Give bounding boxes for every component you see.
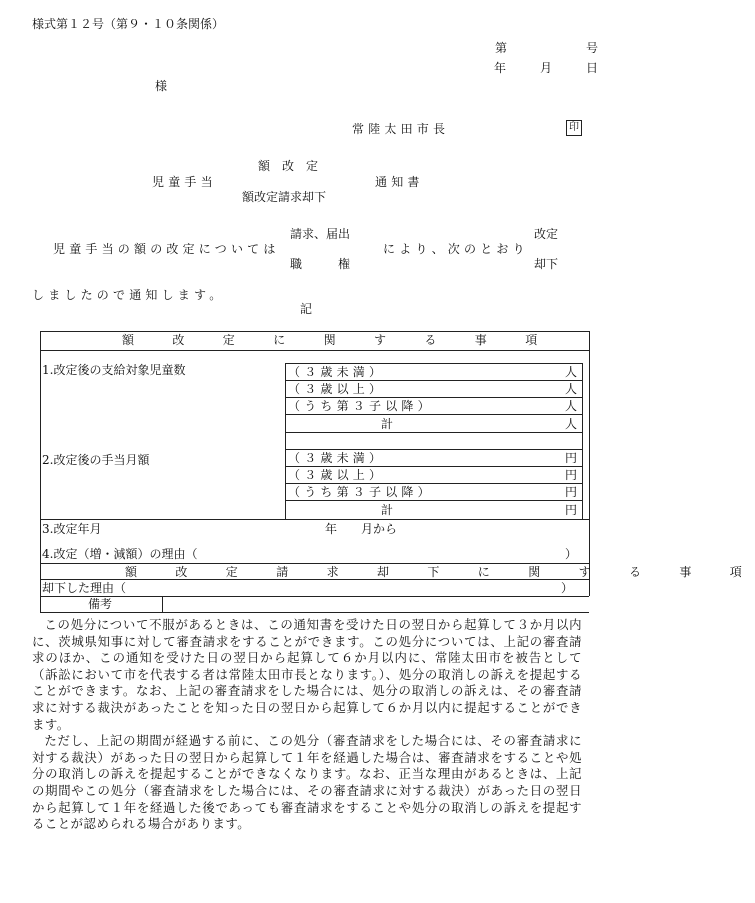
seal-icon: 印 (566, 120, 582, 136)
notice-paragraph: ただし、上記の期間が経過する前に、この処分（審査請求をした場合には、その審査請求に対する裁決）があった日の翌日から起算して１年を経過した場合は、審査請求をすることや処分の取消しの訴えを提起することができなくなります。なお、正当な理由があるときは、上記の期間やこの処分（審査請求をした場合には、その審査請求に対する裁決）があった日の翌日から起算して１年を経過した後であっても審査請求をすることや処分の取消しの訴えを提起することが認められる場合があります。 (32, 733, 582, 832)
allowance-unit: 円 (565, 451, 578, 465)
allowance-total-label: 計 (381, 503, 394, 517)
children-unit: 人 (565, 365, 578, 379)
allowance-unit: 円 (565, 468, 578, 482)
item3-value: 年 月から (325, 522, 398, 536)
ki-heading: 記 (300, 302, 313, 316)
intro-option-authority: 職 権 (290, 257, 351, 271)
date-year: 年 (494, 61, 507, 75)
form-number: 様式第１２号（第９・１０条関係） (32, 17, 225, 31)
intro-option-reject: 却下 (534, 257, 559, 271)
children-unit: 人 (565, 399, 578, 413)
doc-number-prefix: 第 (495, 41, 508, 55)
addressee-suffix: 様 (155, 79, 168, 93)
allowance-under3-label: （３歳未満） (288, 451, 386, 465)
allowance-unit: 円 (565, 503, 578, 517)
section2-title: 額 改 定 請 求 却 下 に 関 す る 事 項 (125, 565, 755, 579)
item4-close: ） (565, 547, 578, 561)
legal-notice (32, 617, 582, 833)
section1-title: 額 改 定 に 関 す る 事 項 (122, 333, 551, 347)
allowance-over3-label: （３歳以上） (288, 468, 386, 482)
allowance-unit: 円 (565, 485, 578, 499)
children-under3-label: （３歳未満） (288, 365, 386, 379)
item2-label: 2.改定後の手当月額 (42, 453, 150, 467)
intro-option-revise: 改定 (534, 227, 559, 241)
title-right: 通知書 (375, 175, 424, 189)
notice-paragraph: この処分について不服があるときは、この通知書を受けた日の翌日から起算して３か月以内に、茨城県知事に対して審査請求をすることができます。この処分については、上記の審査請求のほか、この通知を受けた日の翌日から起算して６か月以内に、常陸太田市を被告として（訴訟において市を代表する者は常陸太田市長となります。）、処分の取消しの訴えを提起することができます。なお、上記の審査請求をした場合には、処分の取消しの訴えは、その審査請求に対する裁決があったことを知った日の翌日から起算して６か月以内に提起することができます。 (32, 617, 582, 732)
rejection-close: ） (561, 581, 574, 595)
item4-label: 4.改定（増・減額）の理由（ (42, 547, 198, 561)
intro-tail: しましたので通知します。 (32, 288, 226, 302)
intro-mid: により、次のとおり (383, 242, 529, 256)
intro-lead: 児童手当の額の改定については (53, 242, 280, 256)
date-month: 月 (540, 61, 553, 75)
item1-label: 1.改定後の支給対象児童数 (42, 363, 186, 377)
title-left: 児童手当 (152, 175, 217, 189)
date-day: 日 (586, 61, 599, 75)
children-over3-label: （３歳以上） (288, 382, 386, 396)
rejection-label: 却下した理由（ (42, 581, 127, 595)
intro-option-request: 請求、届出 (290, 227, 351, 241)
item3-label: 3.改定年月 (42, 522, 102, 536)
children-unit: 人 (565, 382, 578, 396)
children-total-label: 計 (381, 417, 394, 431)
issuer: 常陸太田市長 (352, 122, 450, 136)
title-option-rejection: 額改定請求却下 (242, 190, 327, 204)
remarks-label: 備考 (88, 597, 113, 611)
allowance-third-label: （うち第３子以降） (288, 485, 434, 499)
children-unit: 人 (565, 417, 578, 431)
doc-number-suffix: 号 (586, 41, 599, 55)
children-third-label: （うち第３子以降） (288, 399, 434, 413)
title-option-revision: 額 改 定 (258, 159, 319, 173)
